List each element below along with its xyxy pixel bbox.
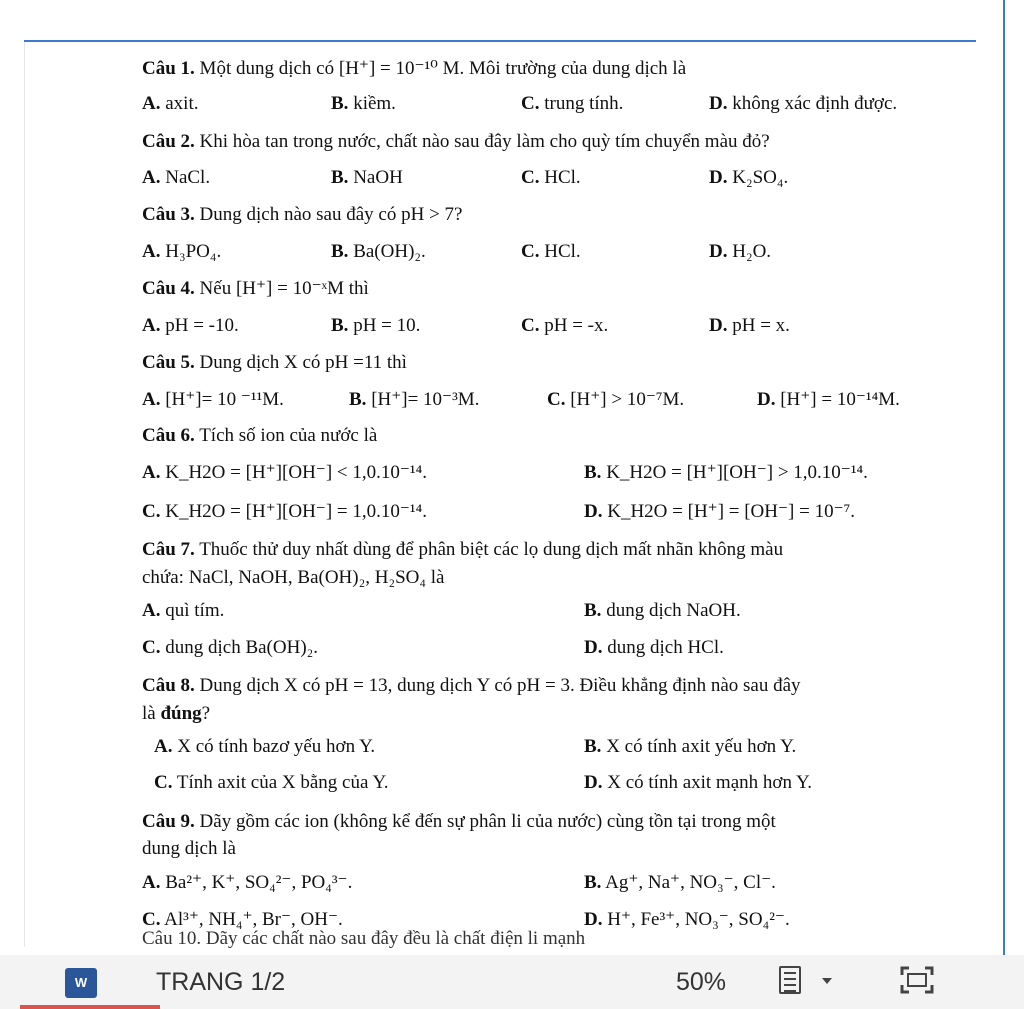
option-2a bbox=[142, 166, 210, 190]
option-label: C. bbox=[142, 501, 161, 522]
option-7a bbox=[142, 599, 224, 623]
option-text: K_H2O = [H⁺][OH⁻] > 1,0.10⁻¹⁴. bbox=[601, 462, 868, 483]
option-label: B. bbox=[584, 872, 602, 893]
option-6b bbox=[584, 461, 868, 485]
option-label: A. bbox=[154, 736, 173, 757]
option-text: Ba(OH)₂. bbox=[348, 241, 426, 262]
option-text: quì tím. bbox=[160, 600, 225, 621]
option-label: A. bbox=[142, 462, 161, 483]
option-label: D. bbox=[584, 501, 603, 522]
question-label: Câu 4. bbox=[142, 278, 195, 299]
option-3d bbox=[709, 240, 771, 264]
question-text: dung dịch là bbox=[142, 838, 236, 859]
option-text: H₂O. bbox=[727, 241, 772, 262]
question-text: Dung dịch X có pH = 13, dung dịch Y có pH = 3. Điều khẳng định nào sau đây bbox=[194, 675, 801, 696]
question-5 bbox=[142, 351, 407, 375]
option-text: [H⁺] = 10⁻¹⁴M. bbox=[775, 389, 900, 410]
option-text: [H⁺]= 10⁻³M. bbox=[366, 389, 480, 410]
option-label: A. bbox=[142, 872, 161, 893]
option-text: X có tính axit mạnh hơn Y. bbox=[602, 772, 813, 793]
option-text: trung tính. bbox=[539, 93, 624, 114]
option-label: B. bbox=[331, 167, 349, 188]
option-label: C. bbox=[521, 315, 540, 336]
option-text: pH = -x. bbox=[539, 315, 609, 336]
option-label: C. bbox=[154, 772, 173, 793]
option-label: D. bbox=[757, 389, 776, 410]
option-label: D. bbox=[584, 909, 603, 930]
question-text: Khi hòa tan trong nước, chất nào sau đây làm cho quỳ tím chuyển màu đỏ? bbox=[194, 131, 770, 152]
option-label: D. bbox=[709, 93, 728, 114]
question-label: Câu 7. bbox=[142, 539, 195, 560]
option-text: Al³⁺, NH₄⁺, Br⁻, OH⁻. bbox=[160, 909, 343, 930]
option-text: pH = 10. bbox=[348, 315, 421, 336]
option-2d bbox=[709, 166, 788, 190]
option-text: H⁺, Fe³⁺, NO₃⁻, SO₄²⁻. bbox=[602, 909, 790, 930]
option-label: A. bbox=[142, 93, 161, 114]
option-label: B. bbox=[584, 462, 602, 483]
option-4d bbox=[709, 314, 790, 338]
option-label: D. bbox=[709, 167, 728, 188]
option-7c bbox=[142, 636, 318, 660]
option-8d bbox=[584, 771, 812, 795]
question-label: Câu 1. bbox=[142, 58, 195, 79]
option-label: A. bbox=[142, 315, 161, 336]
option-7b bbox=[584, 599, 741, 623]
option-text: X có tính bazơ yếu hơn Y. bbox=[172, 736, 376, 757]
option-text: pH = -10. bbox=[160, 315, 239, 336]
question-label: Câu 9. bbox=[142, 811, 195, 832]
question-3 bbox=[142, 203, 462, 227]
option-label: B. bbox=[584, 736, 602, 757]
option-text: không xác định được. bbox=[727, 93, 898, 114]
option-6c bbox=[142, 500, 427, 524]
question-text: Thuốc thử duy nhất dùng để phân biệt các lọ dung dịch mất nhãn không màu bbox=[194, 539, 784, 560]
option-text: K_H2O = [H⁺][OH⁻] = 1,0.10⁻¹⁴. bbox=[160, 501, 427, 522]
accent-bar bbox=[20, 1005, 160, 1009]
question-text: Tích số ion của nước là bbox=[194, 425, 378, 446]
option-3b bbox=[331, 240, 426, 264]
option-9b bbox=[584, 871, 776, 895]
chevron-down-icon[interactable] bbox=[822, 978, 832, 984]
option-label: A. bbox=[142, 241, 161, 262]
option-1a bbox=[142, 92, 198, 116]
option-9a bbox=[142, 871, 352, 895]
option-label: C. bbox=[142, 637, 161, 658]
question-text: Dung dịch nào sau đây có pH > 7? bbox=[194, 204, 463, 225]
question-6 bbox=[142, 424, 377, 448]
option-text: Ag⁺, Na⁺, NO₃⁻, Cl⁻. bbox=[601, 872, 776, 893]
option-1c bbox=[521, 92, 623, 116]
option-text: [H⁺]= 10 ⁻¹¹M. bbox=[160, 389, 284, 410]
option-5d bbox=[757, 388, 900, 412]
option-8a bbox=[154, 735, 375, 759]
option-label: A. bbox=[142, 389, 161, 410]
question-text: là bbox=[142, 703, 161, 724]
question-text: ? bbox=[201, 703, 211, 724]
option-label: A. bbox=[142, 167, 161, 188]
option-2b bbox=[331, 166, 403, 190]
question-9 bbox=[142, 810, 776, 834]
option-5b bbox=[349, 388, 479, 412]
option-1d bbox=[709, 92, 897, 116]
option-8b bbox=[584, 735, 796, 759]
page-indicator[interactable]: TRANG 1/2 bbox=[156, 968, 286, 996]
option-label: C. bbox=[521, 93, 540, 114]
question-text: Nếu [H⁺] = 10⁻ˣM thì bbox=[194, 278, 369, 299]
option-text: X có tính axit yếu hơn Y. bbox=[601, 736, 797, 757]
option-1b bbox=[331, 92, 396, 116]
word-icon-letter: W bbox=[74, 975, 88, 990]
option-label: D. bbox=[709, 241, 728, 262]
option-text: kiềm. bbox=[348, 93, 396, 114]
question-2 bbox=[142, 130, 770, 154]
option-text: K₂SO₄. bbox=[727, 167, 789, 188]
question-text: Dãy gồm các ion (không kể đến sự phân li của nước) cùng tồn tại trong một bbox=[194, 811, 776, 832]
question-text: chứa: NaCl, NaOH, Ba(OH)₂, H₂SO₄ là bbox=[142, 567, 445, 588]
question-4 bbox=[142, 277, 369, 301]
option-5a bbox=[142, 388, 284, 412]
option-label: B. bbox=[349, 389, 367, 410]
option-text: dung dịch Ba(OH)₂. bbox=[160, 637, 319, 658]
option-3c bbox=[521, 240, 581, 264]
option-label: C. bbox=[142, 909, 161, 930]
question-label: Câu 5. bbox=[142, 352, 195, 373]
question-9-line-2 bbox=[142, 837, 236, 861]
option-label: C. bbox=[547, 389, 566, 410]
option-text: [H⁺] > 10⁻⁷M. bbox=[565, 389, 685, 410]
option-6a bbox=[142, 461, 427, 485]
option-text: axit. bbox=[160, 93, 199, 114]
option-label: B. bbox=[331, 241, 349, 262]
option-text: K_H2O = [H⁺][OH⁻] < 1,0.10⁻¹⁴. bbox=[160, 462, 427, 483]
status-bar bbox=[0, 955, 1024, 1009]
question-7-line-2 bbox=[142, 566, 444, 590]
emphasis-text: đúng bbox=[160, 703, 202, 724]
option-text: H₃PO₄. bbox=[160, 241, 222, 262]
cut-off-text: Câu 10. Dãy các chất nào sau đây đều là chất điện li mạnh bbox=[142, 928, 586, 949]
question-label: Câu 2. bbox=[142, 131, 195, 152]
question-label: Câu 3. bbox=[142, 204, 195, 225]
option-label: A. bbox=[142, 600, 161, 621]
question-label: Câu 6. bbox=[142, 425, 195, 446]
option-4a bbox=[142, 314, 239, 338]
option-text: dung dịch NaOH. bbox=[601, 600, 741, 621]
option-label: D. bbox=[709, 315, 728, 336]
question-7 bbox=[142, 538, 783, 562]
option-text: K_H2O = [H⁺] = [OH⁻] = 10⁻⁷. bbox=[602, 501, 855, 522]
option-5c bbox=[547, 388, 684, 412]
question-text: Một dung dịch có [H⁺] = 10⁻¹⁰ M. Môi trường của dung dịch là bbox=[194, 58, 687, 79]
option-text: Ba²⁺, K⁺, SO₄²⁻, PO₄³⁻. bbox=[160, 872, 353, 893]
option-label: B. bbox=[584, 600, 602, 621]
zoom-level[interactable]: 50% bbox=[676, 968, 727, 996]
option-8c bbox=[154, 771, 388, 795]
option-2c bbox=[521, 166, 581, 190]
document-view-icon[interactable] bbox=[779, 966, 801, 994]
word-icon[interactable] bbox=[65, 968, 97, 998]
option-text: NaCl. bbox=[160, 167, 211, 188]
option-3a bbox=[142, 240, 221, 264]
option-4c bbox=[521, 314, 608, 338]
question-text: Dung dịch X có pH =11 thì bbox=[194, 352, 407, 373]
question-1 bbox=[142, 57, 686, 81]
option-6d bbox=[584, 500, 855, 524]
question-8-line-2 bbox=[142, 702, 210, 726]
cut-off-line bbox=[142, 928, 662, 949]
option-label: B. bbox=[331, 315, 349, 336]
option-label: C. bbox=[521, 241, 540, 262]
option-label: D. bbox=[584, 637, 603, 658]
option-text: HCl. bbox=[539, 241, 581, 262]
option-text: pH = x. bbox=[727, 315, 790, 336]
option-text: NaOH bbox=[348, 167, 403, 188]
option-4b bbox=[331, 314, 420, 338]
question-8 bbox=[142, 674, 801, 698]
option-text: HCl. bbox=[539, 167, 581, 188]
option-label: D. bbox=[584, 772, 603, 793]
option-label: B. bbox=[331, 93, 349, 114]
question-label: Câu 8. bbox=[142, 675, 195, 696]
option-7d bbox=[584, 636, 724, 660]
fit-page-icon[interactable] bbox=[900, 966, 934, 994]
option-text: Tính axit của X bằng của Y. bbox=[172, 772, 389, 793]
option-text: dung dịch HCl. bbox=[602, 637, 724, 658]
option-label: C. bbox=[521, 167, 540, 188]
